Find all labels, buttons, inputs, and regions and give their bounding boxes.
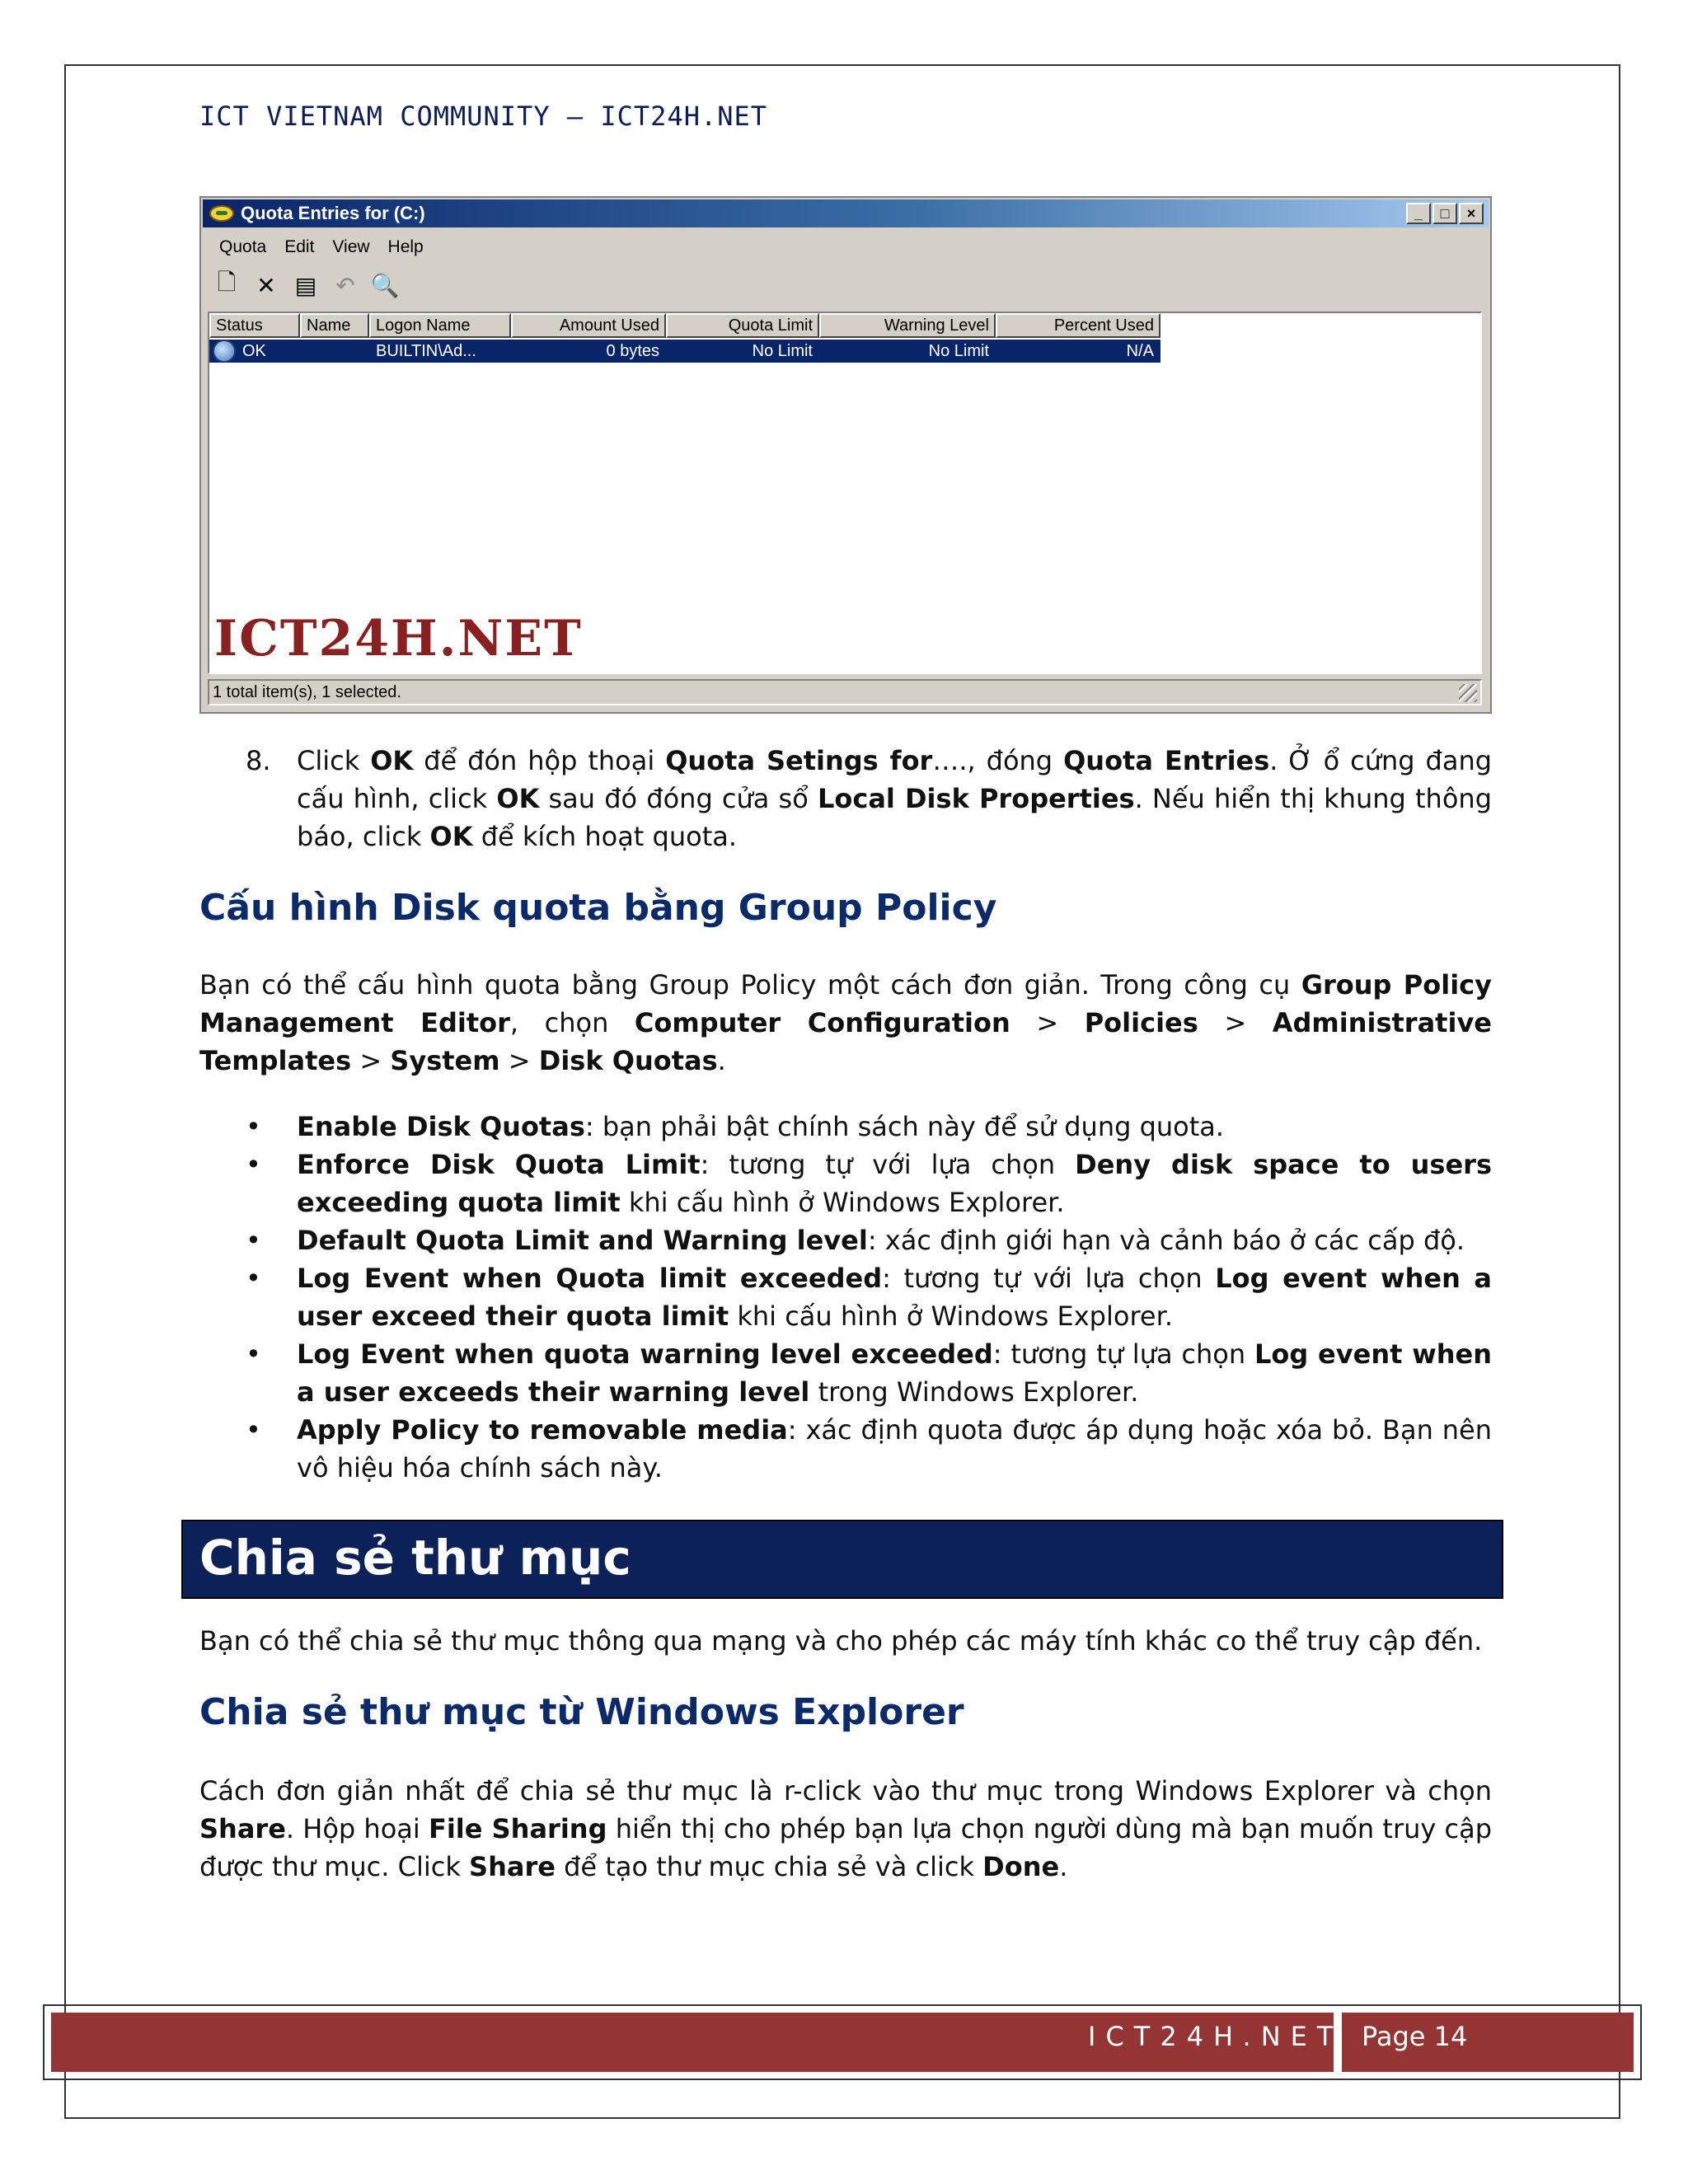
list-item: • Enforce Disk Quota Limit: tương tự với lựa chọn Deny disk space to users exceeding quota limit khi cấu hình ở Windows Explorer.: [199, 1146, 1492, 1221]
menu-quota[interactable]: Quota: [219, 237, 267, 256]
col-warning-level[interactable]: Warning Level: [819, 313, 996, 338]
page-number: Page 14: [1362, 2021, 1468, 2052]
share-explorer-text: Cách đơn giản nhất để chia sẻ thư mục là r-click vào thư mục trong Windows Explorer và chọn Share. Hộp hoại File Sharing hiển thị cho phép bạn lựa chọn người dùng mà bạn muốn truy cập được thư mục. Click Share để tạo thư mục chia sẻ và click Done.: [199, 1775, 1493, 1882]
list-item: • Log Event when quota warning level exceeded: tương tự lựa chọn Log event when a user exceeds their warning level trong Windows Explorer.: [199, 1335, 1492, 1411]
watermark-logo: ICT24H.NET: [214, 610, 583, 668]
quota-entries-window: [199, 196, 1492, 714]
find-icon[interactable]: 🔍: [370, 272, 400, 298]
maximize-button[interactable]: □: [1432, 203, 1457, 224]
step-8-text: Click OK để đón hộp thoại Quota Setings for…., đóng Quota Entries. Ở ổ cứng đang cấu hình, click OK sau đó đóng cửa sổ Local Disk Properties. Nếu hiển thị khung thông báo, click OK để kích hoạt quota.: [297, 745, 1493, 852]
menu-view[interactable]: View: [332, 237, 370, 256]
undo-icon[interactable]: ↶: [335, 272, 355, 298]
col-quota-limit[interactable]: Quota Limit: [666, 313, 819, 338]
menu-bar: [211, 234, 434, 260]
group-policy-intro: Bạn có thể cấu hình quota bằng Group Policy một cách đơn giản. Trong công cụ Group Policy Management Editor, chọn Computer Configuration > Policies > Administrative Templates > System > Disk Quotas.: [199, 969, 1493, 1076]
toolbar: [211, 269, 401, 302]
cell-amount-used: 0 bytes: [511, 340, 666, 363]
status-bar: [208, 679, 1482, 705]
list-item: • Apply Policy to removable media: xác định quota được áp dụng hoặc xóa bỏ. Bạn nên vô hiệu hóa chính sách này.: [199, 1411, 1492, 1487]
cell-warning-level: No Limit: [819, 340, 996, 363]
list-item: • Default Quota Limit and Warning level: xác định giới hạn và cảnh báo ở các cấp độ.: [199, 1221, 1492, 1259]
delete-icon[interactable]: ✕: [256, 272, 276, 298]
heading-group-policy: Cấu hình Disk quota bằng Group Policy: [199, 887, 997, 929]
col-percent-used[interactable]: Percent Used: [996, 313, 1160, 338]
quota-app-icon: [209, 205, 234, 222]
section-banner-share: [181, 1520, 1503, 1599]
col-logon-name[interactable]: Logon Name: [369, 313, 511, 338]
menu-edit[interactable]: Edit: [284, 237, 315, 256]
heading-share-explorer: Chia sẻ thư mục từ Windows Explorer: [199, 1691, 964, 1733]
col-amount-used[interactable]: Amount Used: [511, 313, 666, 338]
menu-help[interactable]: Help: [387, 237, 424, 256]
properties-icon[interactable]: ▤: [294, 272, 317, 298]
cell-logon-name: BUILTIN\Ad...: [369, 340, 511, 363]
col-status[interactable]: Status: [209, 313, 300, 338]
quota-list[interactable]: [208, 312, 1482, 674]
running-header: ICT VIETNAM COMMUNITY – ICT24H.NET: [199, 101, 768, 132]
list-item: • Enable Disk Quotas: bạn phải bật chính sách này để sử dụng quota.: [199, 1108, 1492, 1146]
step-8: [246, 742, 1492, 855]
new-entry-icon[interactable]: 🗋: [217, 269, 237, 295]
list-header: [209, 313, 1160, 338]
cell-quota-limit: No Limit: [666, 340, 819, 363]
footer-site: ICT24H.NET: [1088, 2021, 1343, 2052]
cell-percent-used: N/A: [996, 340, 1160, 363]
policy-list: [199, 1108, 1492, 1487]
window-title: Quota Entries for (C:): [241, 203, 425, 223]
cell-status: OK: [209, 340, 300, 363]
table-row[interactable]: [209, 340, 1160, 363]
status-text: 1 total item(s), 1 selected.: [213, 683, 401, 701]
share-intro: Bạn có thể chia sẻ thư mục thông qua mạng và cho phép các máy tính khác co thể truy cập đến.: [199, 1625, 1483, 1657]
close-button[interactable]: ×: [1459, 203, 1484, 224]
list-item: • Log Event when Quota limit exceeded: tương tự với lựa chọn Log event when a user exceed their quota limit khi cấu hình ở Windows Explorer.: [199, 1259, 1492, 1335]
title-bar[interactable]: [203, 199, 1489, 227]
col-name[interactable]: Name: [300, 313, 369, 338]
minimize-button[interactable]: _: [1406, 203, 1431, 224]
user-status-icon: [213, 340, 236, 363]
cell-name: [300, 340, 369, 363]
banner-title: Chia sẻ thư mục: [199, 1530, 631, 1586]
step-number: 8.: [246, 745, 271, 776]
resize-grip-icon[interactable]: [1459, 684, 1477, 702]
